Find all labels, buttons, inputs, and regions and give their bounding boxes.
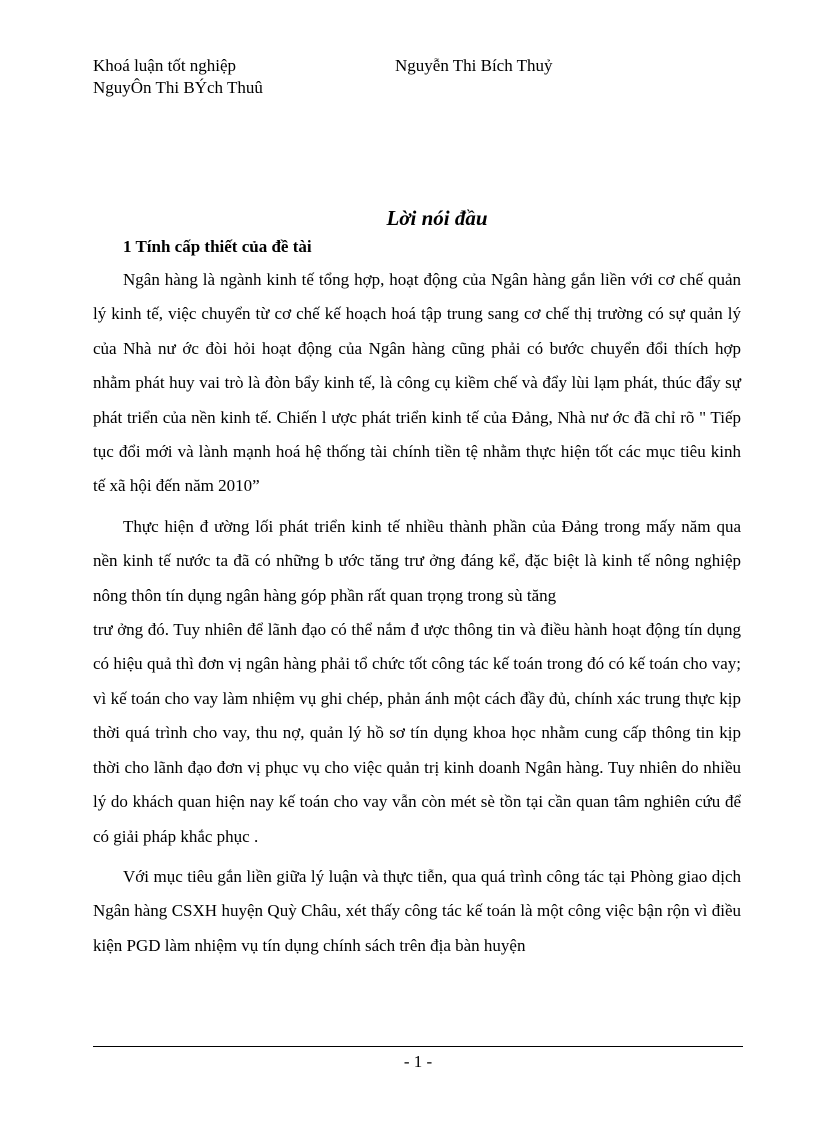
- page-number: - 1 -: [403, 1052, 433, 1071]
- paragraph: trư ởng đó. Tuy nhiên để lãnh đạo có thể nắm đ ược thông tin và điều hành hoạt động tín dụng có hiệu quả thì đơn vị ngân hàng phải tổ chức tốt công tác kế toán trong đó có kế toán cho vay; vì kế toán cho vay làm nhiệm vụ ghi chép, phản ánh một cách đầy đủ, chính xác trung thực kịp thời quá trình cho vay, thu nợ, quản lý hồ sơ tín dụng khoa học nhằm cung cấp thông tin kịp thời cho lãnh đạo đơn vị phục vụ cho việc quản trị kinh doanh Ngân hàng. Tuy nhiên do nhiều lý do khách quan hiện nay kế toán cho vay vẫn còn mét sè tồn tại cần quan tâm nghiên cứu để có giải pháp khắc phục .: [93, 620, 741, 846]
- paragraph: Thực hiện đ ường lối phát triển kinh tế nhiều thành phần của Đảng trong mấy năm qua nền kinh tế nước ta đã có những b ước tăng trư ởng đáng kể, đặc biệt là kinh tế nông nghiệp nông thôn tín dụng ngân hàng góp phần rất quan trọng trong sù tăng: [93, 516, 741, 605]
- page-title: Lời nói đầu: [386, 206, 488, 230]
- header-author-legacy-font: NguyÔn Thi BÝch Thuû: [93, 78, 263, 97]
- running-header-left: [93, 55, 263, 99]
- header-author-name: Nguyễn Thi Bích Thuỷ: [395, 56, 553, 75]
- section-heading: 1 Tính cấp thiết của đề tài: [123, 237, 312, 256]
- body-text: [93, 263, 741, 963]
- paragraph: Ngân hàng là ngành kinh tế tổng hợp, hoạt động của Ngân hàng gắn liền với cơ chế quản lý kinh tế, việc chuyển từ cơ chế kế hoạch hoá tập trung sang cơ chế thị trường có sự quản lý của Nhà nư ớc đòi hỏi hoạt động của Ngân hàng cũng phải có bước chuyển đổi thích hợp nhằm phát huy vai trò là đòn bẩy kinh tế, là công cụ kiềm chế và đẩy lùi lạm phát, thúc đẩy sự phát triển của nền kinh tế. Chiến l ược phát triển kinh tế của Đảng, Nhà nư ớc đã chỉ rõ " Tiếp tục đổi mới và lành mạnh hoá hệ thống tài chính tiền tệ nhằm thực hiện tốt các mục tiêu kinh tế xã hội đến năm 2010”: [93, 270, 741, 496]
- footer-divider: [93, 1046, 743, 1047]
- header-thesis-label: Khoá luận tốt nghiệp: [93, 56, 237, 75]
- paragraph: Với mục tiêu gắn liền giữa lý luận và thực tiễn, qua quá trình công tác tại Phòng giao dịch Ngân hàng CSXH huyện Quỳ Châu, xét thấy công tác kế toán là một công việc bận rộn vì điều kiện PGD làm nhiệm vụ tín dụng chính sách trên địa bàn huyện: [93, 866, 741, 955]
